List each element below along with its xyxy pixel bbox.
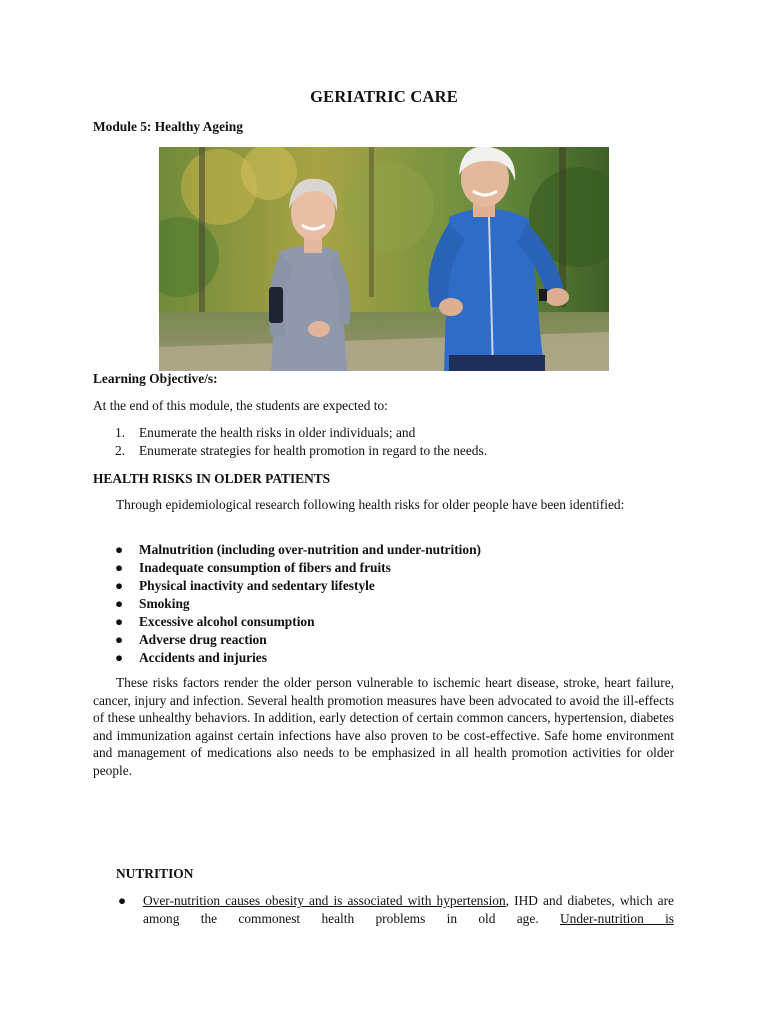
bullet-icon: ● — [115, 632, 124, 647]
elderly-couple-jogging-photo — [159, 147, 609, 371]
list-item — [93, 442, 683, 460]
item-number: 1. — [115, 425, 126, 440]
bullet-icon: ● — [115, 578, 124, 593]
health-risks-list — [93, 541, 683, 667]
item-text: Excessive alcohol consumption — [139, 614, 315, 629]
item-text: Malnutrition (including over-nutrition and under-nutrition) — [139, 542, 481, 557]
list-item — [93, 595, 683, 613]
underlined-text: Over-nutrition causes obesity and is associated with hypertension — [143, 893, 506, 908]
list-item — [93, 541, 683, 559]
item-text: Enumerate the health risks in older individuals; and — [139, 425, 416, 440]
bullet-icon: ● — [115, 560, 124, 575]
list-item — [93, 649, 683, 667]
item-text: Adverse drug reaction — [139, 632, 267, 647]
item-text: Physical inactivity and sedentary lifestyle — [139, 578, 375, 593]
learning-objectives-intro: At the end of this module, the students are expected to: — [93, 398, 388, 413]
module-heading: Module 5: Healthy Ageing — [93, 119, 243, 134]
nutrition-heading: NUTRITION — [116, 866, 194, 881]
nutrition-list — [116, 892, 674, 927]
document-title: GERIATRIC CARE — [310, 87, 458, 106]
learning-objectives-heading: Learning Objective/s: — [93, 371, 218, 386]
item-text: Enumerate strategies for health promotion in regard to the needs. — [139, 443, 488, 458]
item-text: Smoking — [139, 596, 190, 611]
bullet-icon: ● — [118, 893, 127, 908]
list-item — [93, 631, 683, 649]
list-item — [93, 559, 683, 577]
list-item — [93, 613, 683, 631]
item-number: 2. — [115, 443, 126, 458]
list-item — [93, 424, 683, 442]
list-item — [93, 577, 683, 595]
item-text: Accidents and injuries — [139, 650, 267, 665]
item-text: Inadequate consumption of fibers and fruits — [139, 560, 391, 575]
underlined-text: Under-nutrition is — [559, 910, 674, 926]
health-risks-paragraph: These risks factors render the older person vulnerable to ischemic heart disease, stroke, heart failure, cancer, injury and infection. Several health promotion measures have been advocated to avoid the ill-effects of these unhealthy behaviors. In addition, early detection of certain common cancers, hypertension, diabetes and immunization against certain infections have also proven to be cost-effective. Safe home environment and management of medications also needs to be emphasized in all health promotion activities for older people. — [93, 675, 674, 778]
bullet-icon: ● — [115, 542, 124, 557]
health-risks-heading: HEALTH RISKS IN OLDER PATIENTS — [93, 471, 331, 486]
item-text: , IHD and diabetes, which are among the commonest health problems in old age. — [143, 893, 674, 926]
photo-illustration — [159, 147, 609, 371]
list-item — [116, 892, 674, 927]
health-risks-intro: Through epidemiological research following health risks for older people have been identified: — [116, 497, 625, 512]
bullet-icon: ● — [115, 650, 124, 665]
bullet-icon: ● — [115, 614, 124, 629]
bullet-icon: ● — [115, 596, 124, 611]
learning-objectives-list — [93, 424, 683, 460]
